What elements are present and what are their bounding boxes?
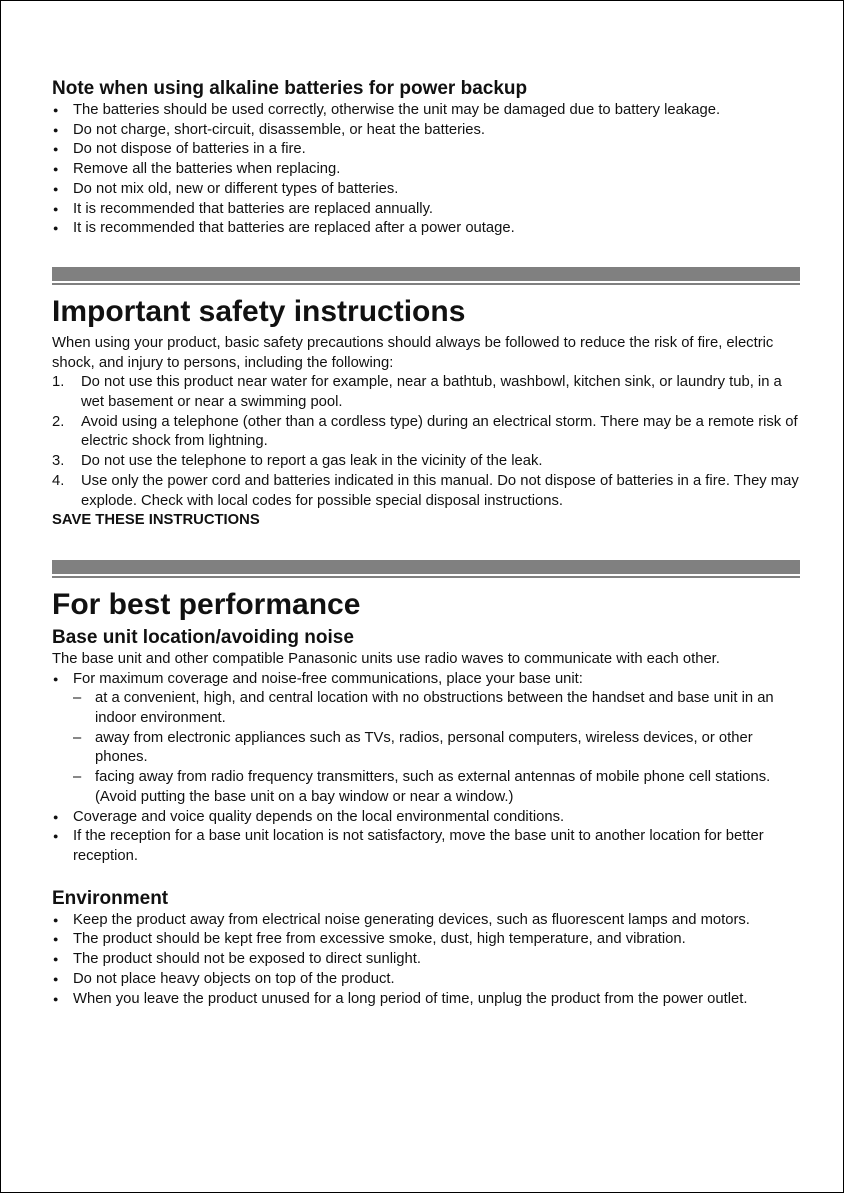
sub-list-item: – away from electronic appliances such as TVs, radios, personal computers, wireless devices, or other phones.	[73, 729, 802, 768]
list-item: ● It is recommended that batteries are replaced annually.	[52, 200, 802, 220]
list-item	[52, 373, 802, 412]
list-item: ● Coverage and voice quality depends on the local environmental conditions.	[52, 808, 802, 828]
list-item: ● The product should be kept free from excessive smoke, dust, high temperature, and vibration.	[52, 930, 802, 950]
safety-section	[52, 294, 802, 531]
list-item	[52, 670, 802, 808]
item-number: 2.	[52, 413, 65, 430]
alkaline-list	[52, 101, 802, 239]
safety-list	[52, 373, 802, 511]
item-text: Do not use this product near water for example, near a bathtub, washbowl, kitchen sink, or laundry tub, in a wet basement or near a swimming pool.	[81, 374, 782, 411]
list-item: ● If the reception for a base unit location is not satisfactory, move the base unit to another location for better reception.	[52, 827, 802, 866]
item-text: Do not use the telephone to report a gas leak in the vicinity of the leak.	[81, 453, 543, 470]
save-instructions: SAVE THESE INSTRUCTIONS	[52, 512, 260, 529]
item-number: 3.	[52, 453, 65, 470]
list-item: ● Remove all the batteries when replacing.	[52, 160, 802, 180]
list-item: ● It is recommended that batteries are replaced after a power outage.	[52, 219, 802, 239]
performance-title: For best performance	[52, 587, 361, 621]
environment-heading: Environment	[52, 887, 169, 909]
base-unit-sublist	[73, 689, 802, 807]
item-text: For maximum coverage and noise-free communications, place your base unit:	[73, 670, 583, 687]
list-item: ● When you leave the product unused for a long period of time, unplug the product from the power outlet.	[52, 990, 802, 1010]
safety-title: Important safety instructions	[52, 294, 466, 328]
section-divider	[52, 560, 800, 576]
base-unit-list	[52, 670, 802, 867]
list-item	[52, 472, 802, 511]
list-item: ● The batteries should be used correctly, otherwise the unit may be damaged due to battery leakage.	[52, 101, 802, 121]
base-unit-intro: The base unit and other compatible Panasonic units use radio waves to communicate with each other.	[52, 650, 720, 667]
page-content	[52, 78, 802, 1009]
list-item: ● Do not charge, short-circuit, disassemble, or heat the batteries.	[52, 121, 802, 141]
list-item: ● The product should not be exposed to direct sunlight.	[52, 950, 802, 970]
sub-list-item: – facing away from radio frequency transmitters, such as external antennas of mobile phone cell stations. (Avoid putting the base unit on a bay window or near a window.)	[73, 768, 802, 807]
item-number: 1.	[52, 374, 65, 391]
item-text: Avoid using a telephone (other than a cordless type) during an electrical storm. There may be a remote risk of electric shock from lightning.	[81, 413, 798, 450]
performance-section	[52, 587, 802, 1009]
list-item: ● Do not dispose of batteries in a fire.	[52, 140, 802, 160]
item-number: 4.	[52, 472, 65, 489]
base-unit-heading: Base unit location/avoiding noise	[52, 626, 354, 648]
list-item: ● Do not mix old, new or different types of batteries.	[52, 180, 802, 200]
environment-list	[52, 911, 802, 1010]
list-item	[52, 452, 802, 472]
alkaline-heading: Note when using alkaline batteries for power backup	[52, 78, 528, 99]
sub-list-item: – at a convenient, high, and central location with no obstructions between the handset and base unit in an indoor environment.	[73, 689, 802, 728]
list-item	[52, 413, 802, 452]
alkaline-section	[52, 78, 802, 239]
list-item: ● Do not place heavy objects on top of the product.	[52, 970, 802, 990]
list-item: ● Keep the product away from electrical noise generating devices, such as fluorescent lamps and motors.	[52, 911, 802, 931]
item-text: Use only the power cord and batteries indicated in this manual. Do not dispose of batteries in a fire. They may explode. Check with local codes for possible special disposal instructions.	[81, 472, 799, 509]
section-divider	[52, 267, 800, 283]
safety-intro: When using your product, basic safety precautions should always be followed to reduce the risk of fire, electric shock, and injury to persons, including the following:	[52, 334, 774, 371]
